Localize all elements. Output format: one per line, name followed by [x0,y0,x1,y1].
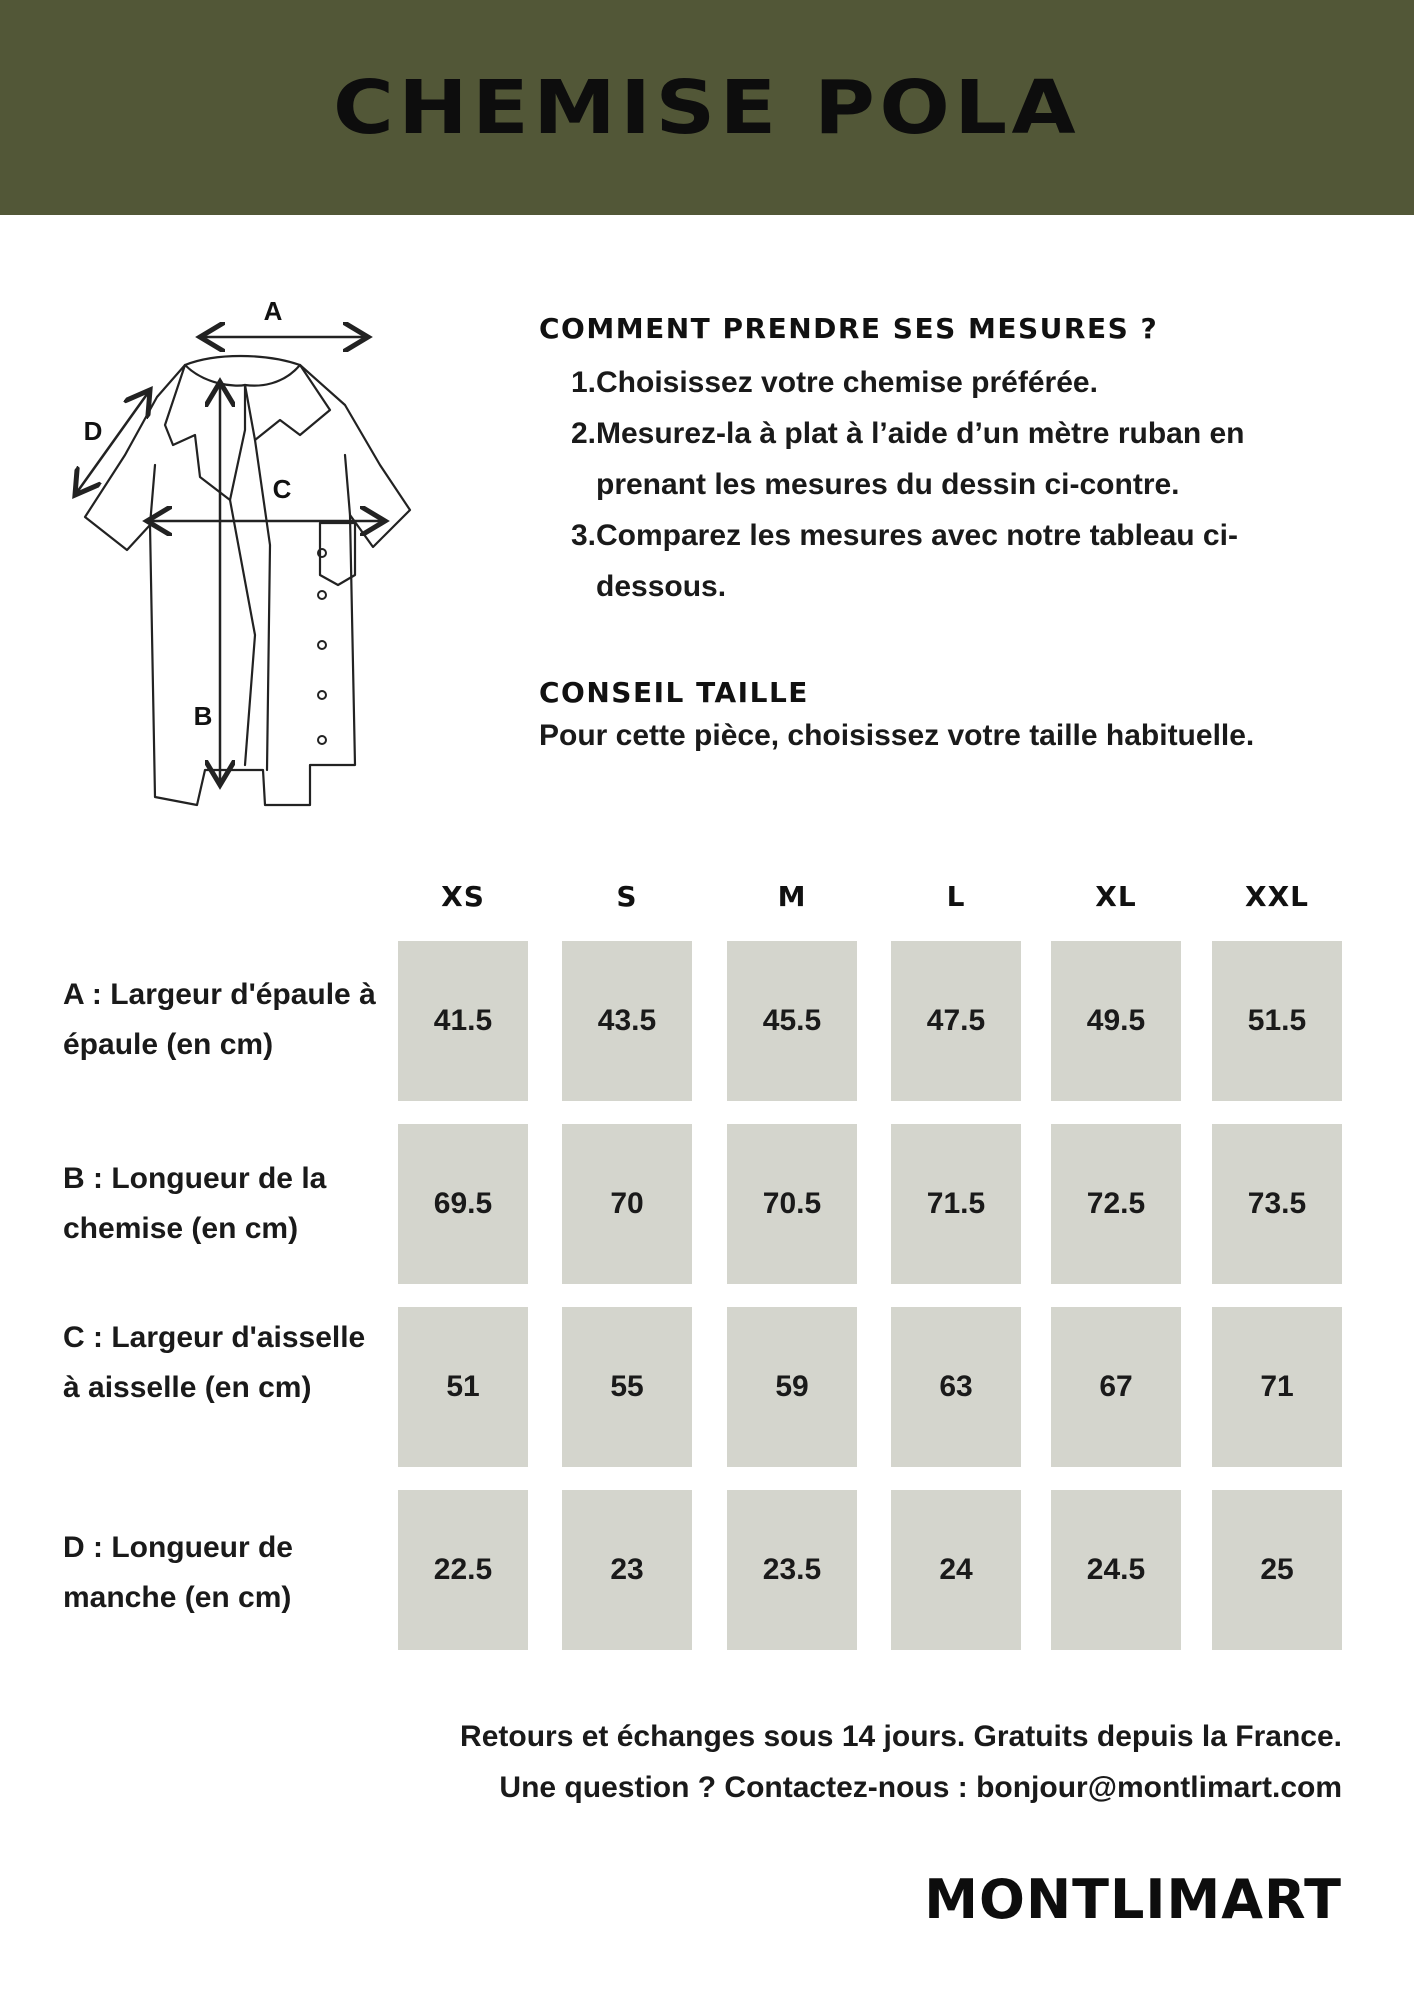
header-banner [0,0,1414,215]
list-item [539,408,1339,510]
table-cell: 71.5 [891,1124,1021,1284]
table-cell: 51.5 [1212,941,1342,1101]
measuring-instructions [539,312,1339,612]
table-cell: 41.5 [398,941,528,1101]
table-cell: 23.5 [727,1490,857,1650]
brand-logo: MONTLIMART [924,1868,1342,1931]
list-item [539,510,1339,612]
size-header-xl: XL [1095,880,1137,913]
diagram-label-d: D [83,416,103,446]
contact-note: Une question ? Contactez-nous : bonjour@montlimart.com [499,1771,1342,1804]
row-label-b: B : Longueur de la chemise (en cm) [63,1162,327,1245]
table-cell: 73.5 [1212,1124,1342,1284]
table-cell: 23 [562,1490,692,1650]
table-cell: 67 [1051,1307,1181,1467]
returns-note: Retours et échanges sous 14 jours. Gratuits depuis la France. [460,1720,1342,1753]
size-header-s: S [616,880,638,913]
table-cell: 63 [891,1307,1021,1467]
advice-text: Pour cette pièce, choisissez votre taille habituelle. [539,719,1255,752]
diagram-label-b: B [193,701,213,731]
size-header-xs: XS [441,880,485,913]
table-cell: 47.5 [891,941,1021,1101]
table-cell: 43.5 [562,941,692,1101]
step-number: 3. [570,519,596,552]
size-advice [539,676,1359,753]
table-cell: 70 [562,1124,692,1284]
table-cell: 70.5 [727,1124,857,1284]
table-cell: 55 [562,1307,692,1467]
advice-heading: CONSEIL TAILLE [539,676,809,709]
size-header-l: L [946,880,966,913]
instructions-list [539,357,1339,612]
row-label-c: C : Largeur d'aisselle à aisselle (en cm) [63,1321,366,1404]
table-cell: 24.5 [1051,1490,1181,1650]
shirt-measurement-diagram [55,285,485,815]
step-number: 2. [570,417,596,450]
table-cell: 71 [1212,1307,1342,1467]
shirt-illustration [55,285,485,815]
diagram-label-a: A [263,296,283,326]
table-cell: 22.5 [398,1490,528,1650]
step-text: Mesurez-la à plat à l’aide d’un mètre ruban en prenant les mesures du dessin ci-contre. [596,417,1245,501]
table-cell: 51 [398,1307,528,1467]
row-label-d: D : Longueur de manche (en cm) [63,1531,293,1614]
table-cell: 25 [1212,1490,1342,1650]
diagram-label-c: C [272,474,292,504]
step-number: 1. [570,366,596,399]
table-cell: 49.5 [1051,941,1181,1101]
table-cell: 45.5 [727,941,857,1101]
step-text: Comparez les mesures avec notre tableau ci-dessous. [596,519,1238,603]
table-cell: 69.5 [398,1124,528,1284]
table-cell: 59 [727,1307,857,1467]
list-item [539,357,1339,408]
instructions-heading: COMMENT PRENDRE SES MESURES ? [539,312,1159,345]
size-header-xxl: XXL [1244,880,1310,913]
row-label-a: A : Largeur d'épaule à épaule (en cm) [63,978,376,1061]
table-cell: 72.5 [1051,1124,1181,1284]
step-text: Choisissez votre chemise préférée. [596,366,1098,399]
size-header-m: M [777,880,807,913]
page-title: CHEMISE POLA [333,64,1081,151]
table-cell: 24 [891,1490,1021,1650]
